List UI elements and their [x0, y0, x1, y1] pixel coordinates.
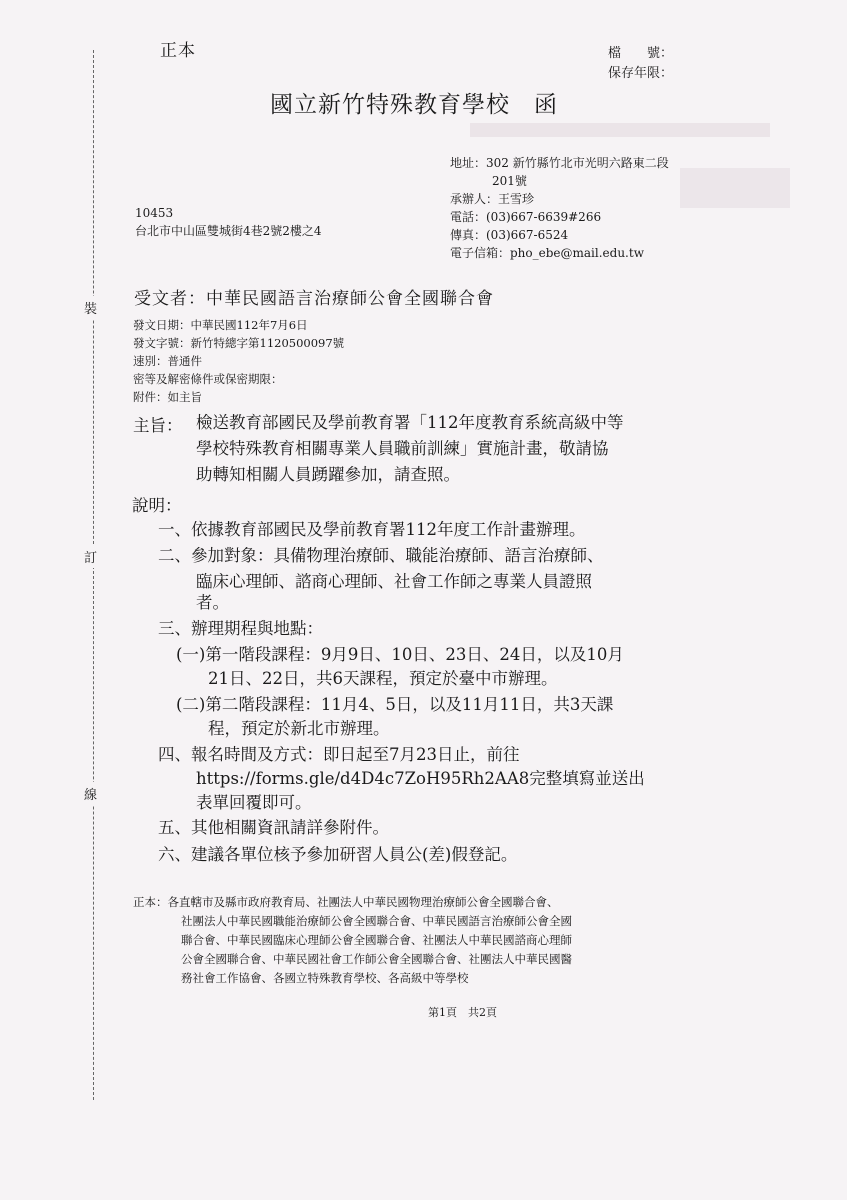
attachment: 附件：如主旨 — [133, 390, 202, 404]
document-title: 國立新竹特殊教育學校 函 — [270, 92, 558, 118]
item-2: 二、參加對象：具備物理治療師、職能治療師、語言治療師、 — [158, 546, 604, 565]
item-3: 三、辦理期程與地點： — [158, 619, 323, 638]
sub-item-1: (一)第一階段課程：9月9日、10日、23日、24日，以及10月 — [176, 645, 624, 664]
registration-link: https://forms.gle/d4D4c7ZoH95Rh2AA8完整填寫並送出 — [196, 769, 645, 788]
page-number: 第1頁 共2頁 — [428, 1006, 497, 1019]
issue-date: 發文日期：中華民國112年7月6日 — [133, 318, 308, 332]
subject-line: 助轉知相關人員踴躍參加，請查照。 — [196, 465, 460, 484]
subject-line: 學校特殊教育相關專業人員職前訓練」實施計畫，敬請協 — [196, 439, 609, 458]
cc-line: 公會全國聯合會、中華民國社會工作師公會全國聯合會、社團法人中華民國醫 — [181, 952, 572, 966]
cc-line: 務社會工作協會、各國立特殊教育學校、各高級中等學校 — [181, 971, 469, 985]
item-4: 四、報名時間及方式：即日起至7月23日止，前往 — [158, 745, 520, 764]
item-1: 一、依據教育部國民及學前教育署112年度工作計畫辦理。 — [158, 520, 586, 539]
recipient: 受文者：中華民國語言治療師公會全國聯合會 — [134, 289, 494, 309]
explanation-label: 說明： — [132, 496, 182, 515]
file-number-label: 檔 號： — [608, 46, 674, 61]
item-6: 六、建議各單位核予參加研習人員公(差)假登記。 — [158, 845, 518, 864]
subject-line: 檢送教育部國民及學前教育署「112年度教育系統高級中等 — [196, 413, 624, 432]
sender-contact — [450, 154, 669, 262]
item-4-cont: 表單回覆即可。 — [196, 793, 312, 812]
recipient-address — [135, 204, 322, 240]
phone: 電話：(03)667-6639#266 — [450, 210, 602, 224]
retention-label: 保存年限： — [608, 66, 674, 81]
subject-label: 主旨： — [133, 416, 183, 435]
sub-item-2: (二)第二階段課程：11月4、5日，以及11月11日，共3天課 — [176, 695, 614, 714]
email: 電子信箱：pho_ebe@mail.edu.tw — [450, 246, 644, 260]
subject-text — [196, 410, 624, 488]
item-2-cont: 者。 — [196, 593, 229, 612]
recipient-street: 台北市中山區雙城街4巷2號2樓之4 — [135, 224, 322, 238]
cc-line: 正本：各直轄市及縣市政府教育局、社團法人中華民國物理治療師公會全國聯合會、 — [133, 895, 559, 909]
binding-mark-zhuang: 裝 — [84, 296, 97, 319]
fax: 傳真：(03)667-6524 — [450, 228, 569, 242]
file-info — [608, 44, 673, 84]
sender-address: 地址：302 新竹縣竹北市光明六路東二段 — [450, 156, 669, 170]
item-2-cont: 臨床心理師、諮商心理師、社會工作師之專業人員證照 — [196, 572, 592, 591]
cc-line: 聯合會、中華民國臨床心理師公會全國聯合會、社團法人中華民國諮商心理師 — [181, 933, 572, 947]
item-5: 五、其他相關資訊請詳參附件。 — [158, 818, 389, 837]
sender-address-cont: 201號 — [492, 174, 527, 188]
document-meta — [133, 316, 344, 406]
cc-list — [133, 893, 572, 988]
speed: 速別：普通件 — [133, 354, 202, 368]
postal-code: 10453 — [135, 206, 174, 220]
binding-line — [93, 50, 94, 1100]
cc-line: 社團法人中華民國職能治療師公會全國聯合會、中華民國語言治療師公會全國 — [181, 914, 572, 928]
sub-item-2-cont: 程，預定於新北市辦理。 — [208, 719, 390, 738]
handler: 承辦人：王雪珍 — [450, 192, 535, 206]
document-number: 發文字號：新竹特總字第1120500097號 — [133, 336, 345, 350]
copy-mark: 正本 — [160, 41, 196, 61]
sub-item-1-cont: 21日、22日，共6天課程，預定於臺中市辦理。 — [208, 669, 558, 688]
binding-mark-ding: 訂 — [84, 545, 97, 568]
secrecy: 密等及解密條件或保密期限： — [133, 372, 283, 386]
binding-mark-xian: 線 — [84, 782, 97, 805]
